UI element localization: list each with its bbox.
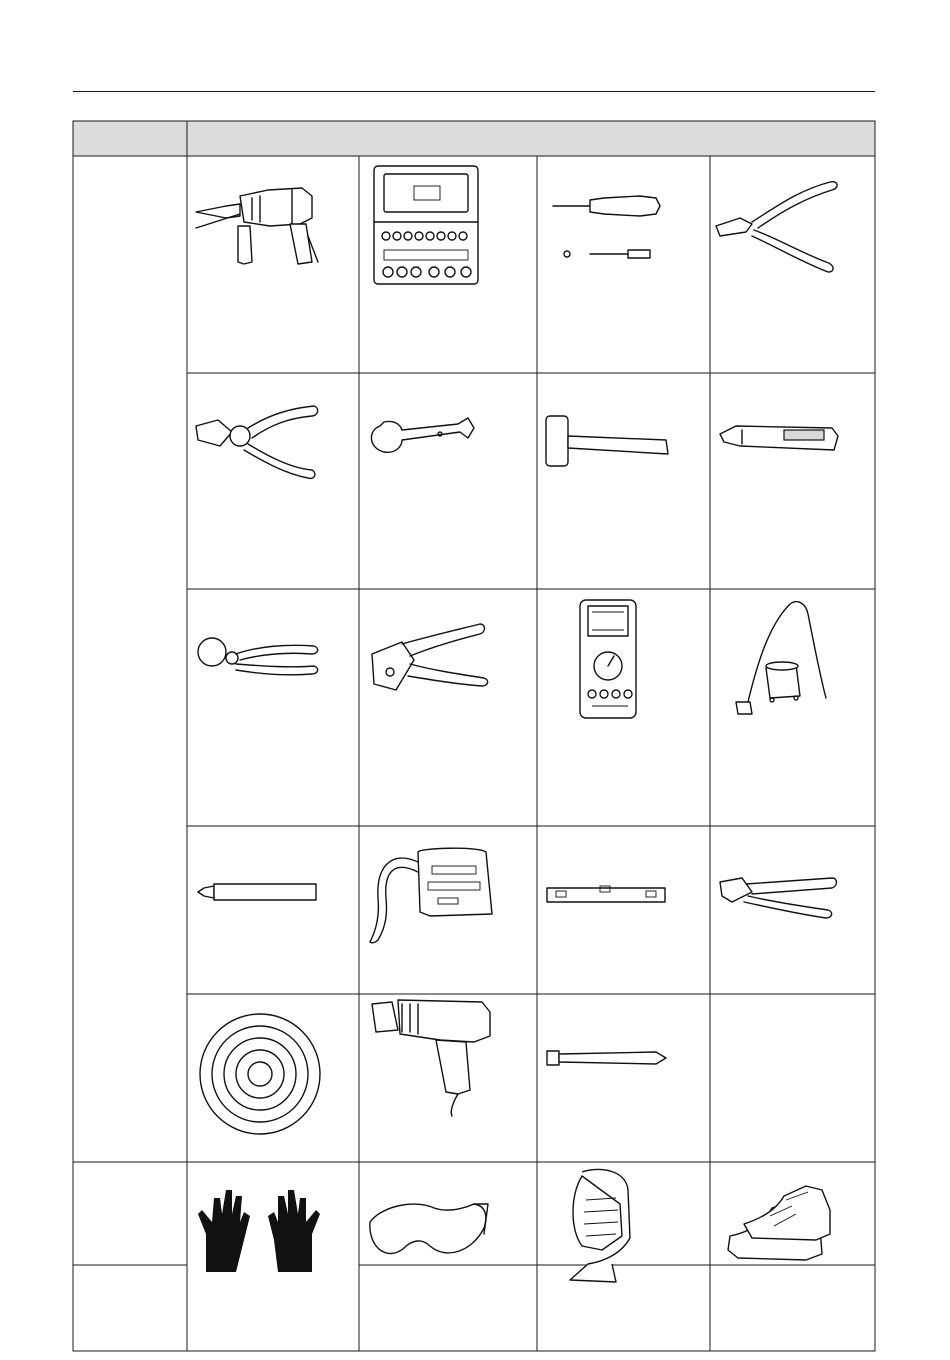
- heat-gun-icon: [372, 1000, 490, 1116]
- rubber-mallet-icon: [546, 416, 668, 466]
- diagonal-pliers-icon: [716, 182, 837, 272]
- socket-set-icon: [374, 166, 478, 284]
- cable-tie-icon: [547, 1051, 666, 1065]
- cable-cutter-icon: [198, 638, 318, 675]
- table-grid: [73, 121, 875, 1351]
- marker-icon: [198, 884, 316, 900]
- heat-shrink-tube-icon: [200, 1014, 320, 1134]
- safety-gloves-icon: [198, 1190, 320, 1272]
- table-header-row: [73, 121, 875, 156]
- spirit-level-icon: [547, 886, 665, 902]
- terminal-crimper-icon: [720, 878, 837, 918]
- safety-goggles-icon: [370, 1204, 488, 1254]
- hammer-drill-icon: [196, 188, 318, 264]
- tape-measure-icon: [370, 848, 492, 943]
- spanner-wrench-icon: [371, 418, 474, 452]
- screwdriver-set-icon: [553, 196, 660, 258]
- multimeter-icon: [580, 600, 636, 718]
- safety-shoes-icon: [728, 1186, 830, 1260]
- vacuum-cleaner-icon: [736, 602, 826, 714]
- crimping-tool-icon: [372, 624, 488, 690]
- utility-knife-icon: [720, 426, 838, 450]
- wire-stripper-icon: [196, 406, 318, 478]
